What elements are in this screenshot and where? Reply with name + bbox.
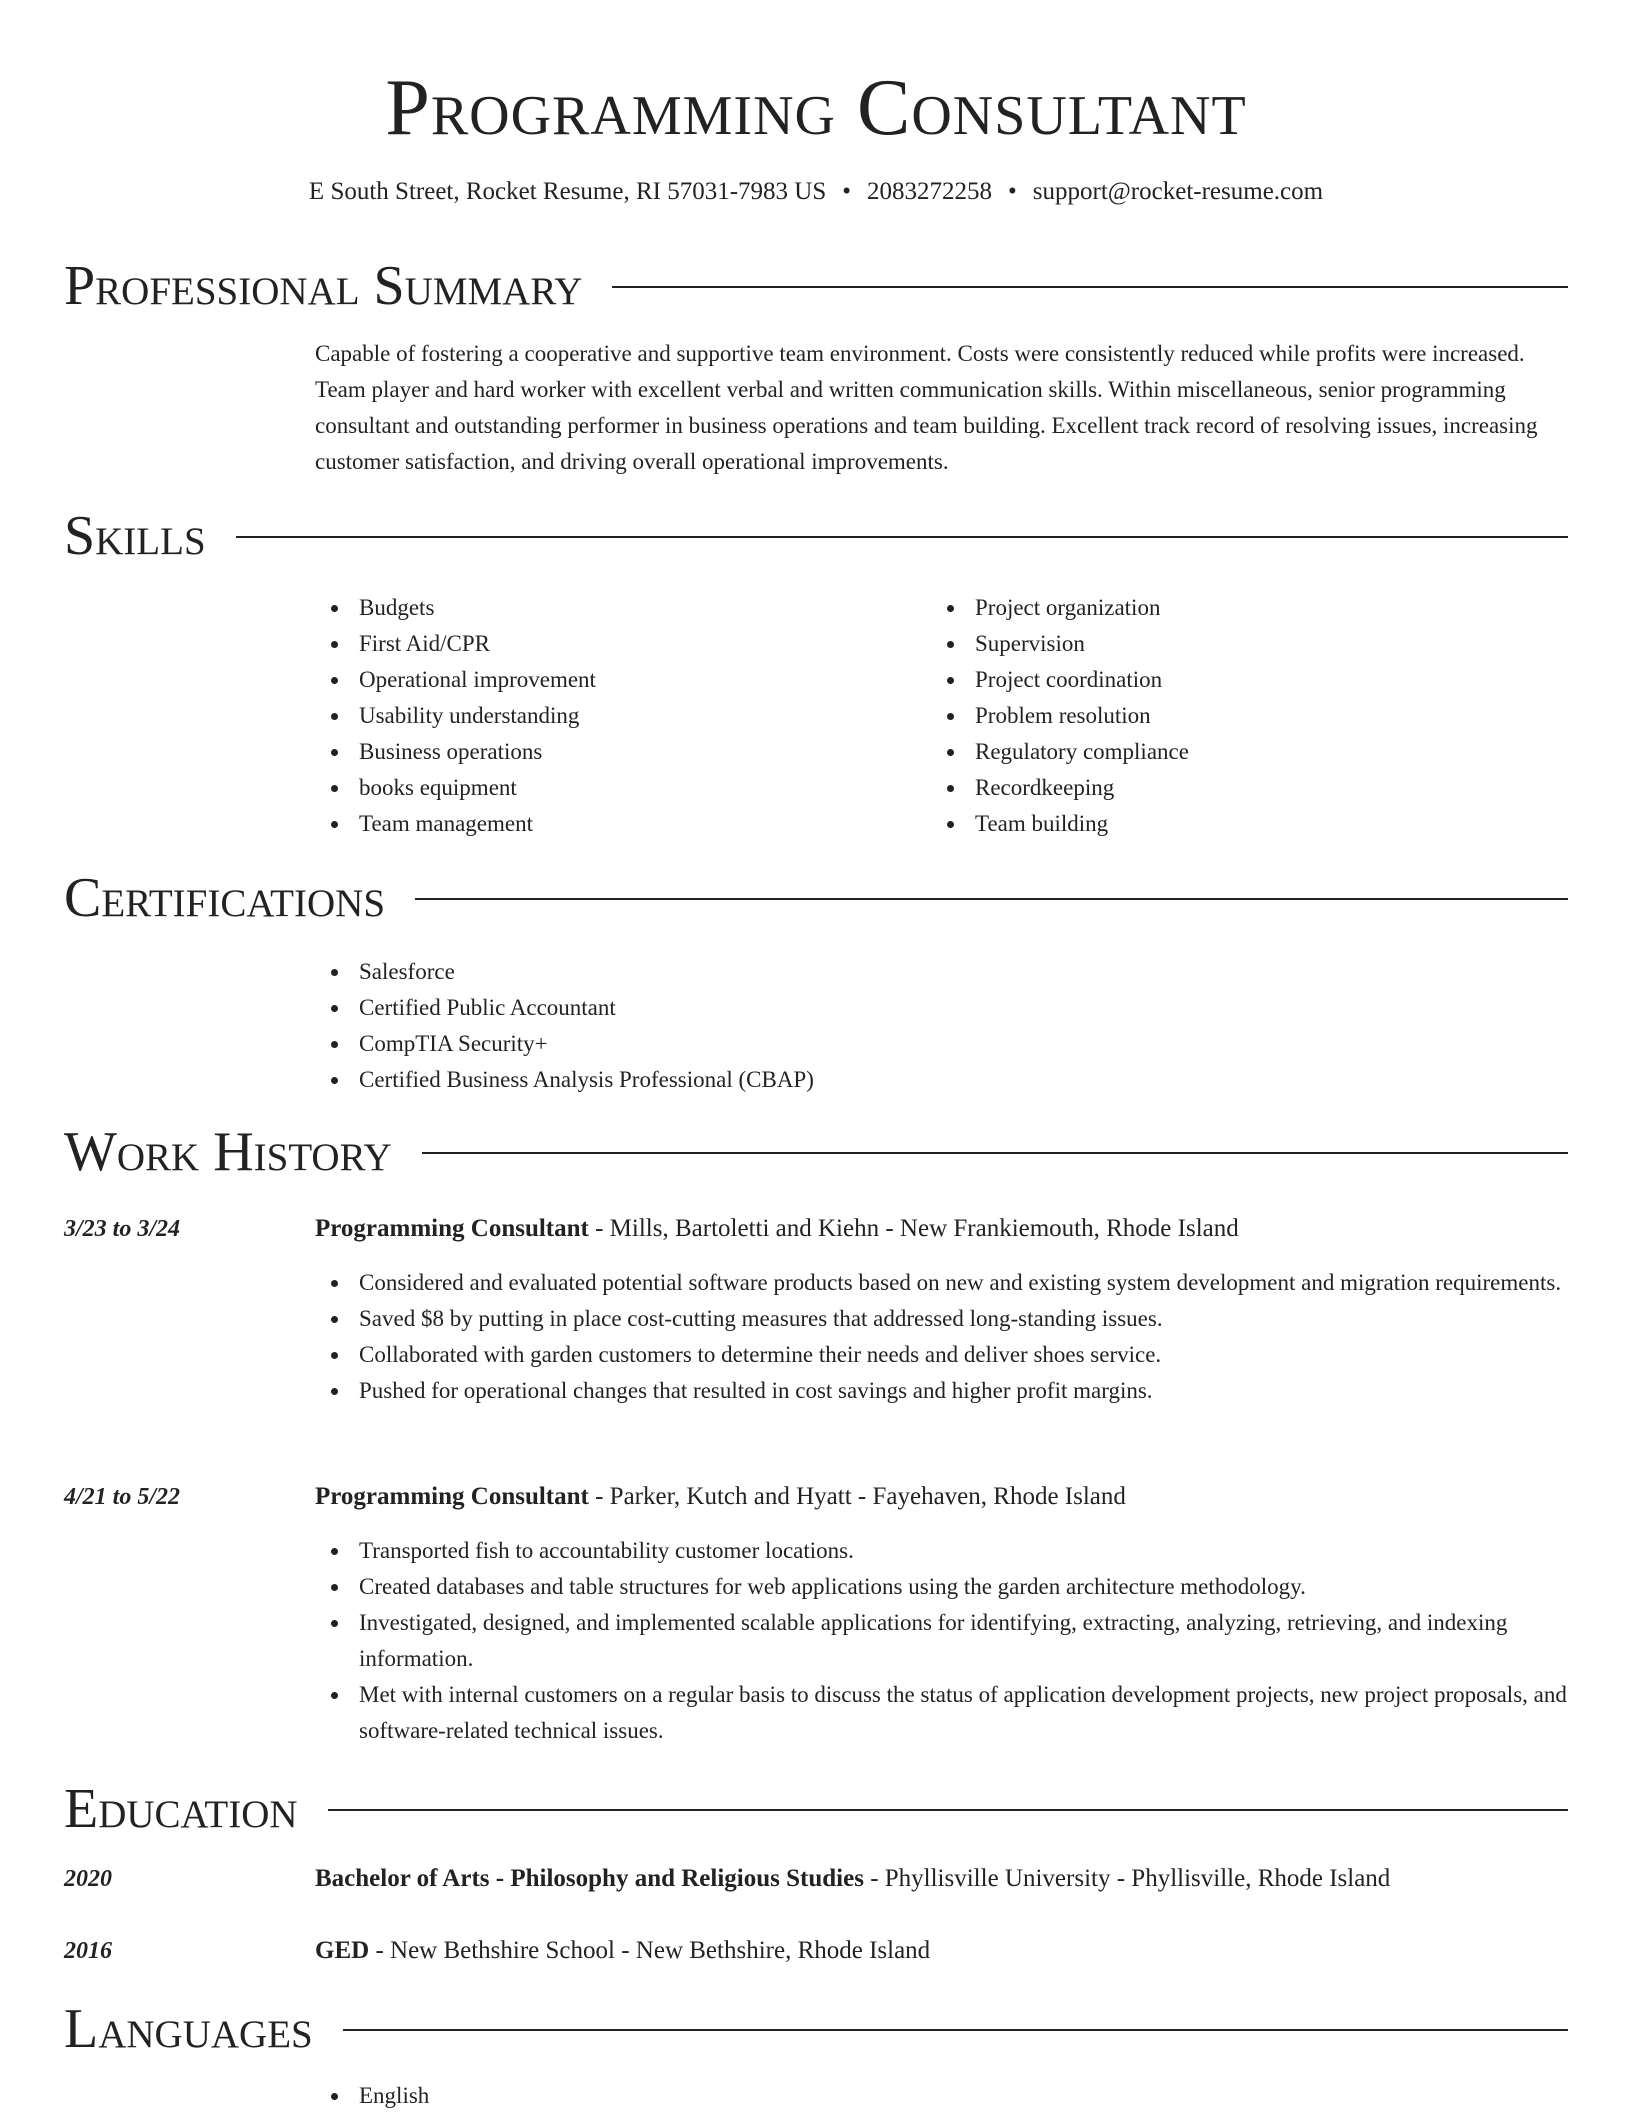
- education-title: Education: [64, 1778, 298, 1840]
- summary-section-header: [64, 254, 1568, 318]
- job-bullets: [315, 1533, 1568, 1749]
- job-employer: - Mills, Bartoletti and Kiehn - New Frankiemouth, Rhode Island: [588, 1215, 1239, 1242]
- certification-item: Certified Business Analysis Professional (CBAP): [315, 1062, 1568, 1098]
- contact-email: support@rocket-resume.com: [1032, 178, 1324, 205]
- languages-section-header: [64, 1997, 1568, 2061]
- language-item: English: [315, 2078, 1568, 2114]
- certifications-list: [315, 954, 1568, 1098]
- education-heading: [315, 1861, 1568, 1897]
- certification-item: CompTIA Security+: [315, 1026, 1568, 1062]
- degree-title: GED: [315, 1937, 370, 1964]
- certifications-title: Certifications: [64, 867, 386, 929]
- skill-item: books equipment: [315, 770, 915, 806]
- languages-list: [315, 2078, 1568, 2114]
- skill-item: Project organization: [931, 590, 1531, 626]
- section-divider: [343, 2029, 1568, 2031]
- job-bullet: Saved $8 by putting in place cost-cutting measures that addressed long-standing issues.: [315, 1301, 1568, 1337]
- skill-item: Operational improvement: [315, 662, 915, 698]
- job-bullet: Investigated, designed, and implemented scalable applications for identifying, extracting, analyzing, retrieving, and indexing information.: [315, 1605, 1568, 1677]
- job-heading: [315, 1479, 1568, 1515]
- skills-list-right: [931, 590, 1531, 842]
- education-section-header: [64, 1777, 1568, 1841]
- skill-item: Recordkeeping: [931, 770, 1531, 806]
- job-bullet: Considered and evaluated potential software products based on new and existing system development and migration requirements.: [315, 1265, 1568, 1301]
- degree-title: Bachelor of Arts - Philosophy and Religious Studies: [315, 1865, 864, 1892]
- job-dates: 3/23 to 3/24: [64, 1216, 181, 1242]
- skills-list-left: [315, 590, 915, 842]
- education-year: 2016: [64, 1938, 112, 1964]
- summary-text: Capable of fostering a cooperative and supportive team environment. Costs were consistently reduced while profits were increased. Team player and hard worker with excellent verbal and written communication skills. Within miscellaneous, senior programming consultant and outstanding performer in business operations and team building. Excellent track record of resolving issues, increasing customer satisfaction, and driving overall operational improvements.: [315, 341, 1538, 474]
- skill-item: Usability understanding: [315, 698, 915, 734]
- resume-page: [64, 0, 1568, 2112]
- section-divider: [328, 1809, 1568, 1811]
- section-divider: [236, 536, 1568, 538]
- job-bullets: [315, 1265, 1568, 1409]
- education-heading: [315, 1933, 1568, 1969]
- skill-item: Regulatory compliance: [931, 734, 1531, 770]
- contact-phone: 2083272258: [867, 178, 993, 205]
- job-bullet: Pushed for operational changes that resulted in cost savings and higher profit margins.: [315, 1373, 1568, 1409]
- skill-item: Business operations: [315, 734, 915, 770]
- certifications-section-header: [64, 866, 1568, 930]
- contact-line: [64, 172, 1568, 212]
- work-title: Work History: [64, 1121, 392, 1183]
- certification-item: Salesforce: [315, 954, 1568, 990]
- school-details: - New Bethshire School - New Bethshire, Rhode Island: [369, 1937, 931, 1964]
- summary-title: Professional Summary: [64, 255, 583, 317]
- skill-item: Team building: [931, 806, 1531, 842]
- skill-item: Project coordination: [931, 662, 1531, 698]
- skill-item: Team management: [315, 806, 915, 842]
- skill-item: Problem resolution: [931, 698, 1531, 734]
- contact-separator: •: [1008, 178, 1017, 205]
- job-bullet: Created databases and table structures for web applications using the garden architecture methodology.: [315, 1569, 1568, 1605]
- languages-title: Languages: [64, 1998, 313, 2060]
- job-bullet: Transported fish to accountability customer locations.: [315, 1533, 1568, 1569]
- section-divider: [612, 286, 1568, 288]
- work-section-header: [64, 1120, 1568, 1184]
- job-dates: 4/21 to 5/22: [64, 1484, 181, 1510]
- skills-section-header: [64, 504, 1568, 568]
- job-bullet: Met with internal customers on a regular basis to discuss the status of application development projects, new project proposals, and software-related technical issues.: [315, 1677, 1568, 1749]
- skills-title: Skills: [64, 505, 206, 567]
- skill-item: Budgets: [315, 590, 915, 626]
- skill-item: First Aid/CPR: [315, 626, 915, 662]
- section-divider: [415, 898, 1568, 900]
- candidate-name: Programming Consultant: [385, 64, 1247, 152]
- contact-separator: •: [842, 178, 852, 205]
- certification-item: Certified Public Accountant: [315, 990, 1568, 1026]
- job-title: Programming Consultant: [315, 1483, 589, 1510]
- skill-item: Supervision: [931, 626, 1531, 662]
- job-heading: [315, 1211, 1568, 1247]
- job-title: Programming Consultant: [315, 1215, 589, 1242]
- job-bullet: Collaborated with garden customers to determine their needs and deliver shoes service.: [315, 1337, 1568, 1373]
- section-divider: [422, 1152, 1568, 1154]
- education-year: 2020: [64, 1866, 112, 1892]
- contact-address: E South Street, Rocket Resume, RI 57031-7983 US: [308, 178, 827, 205]
- school-details: - Phyllisville University - Phyllisville, Rhode Island: [863, 1865, 1391, 1892]
- job-employer: - Parker, Kutch and Hyatt - Fayehaven, Rhode Island: [588, 1483, 1126, 1510]
